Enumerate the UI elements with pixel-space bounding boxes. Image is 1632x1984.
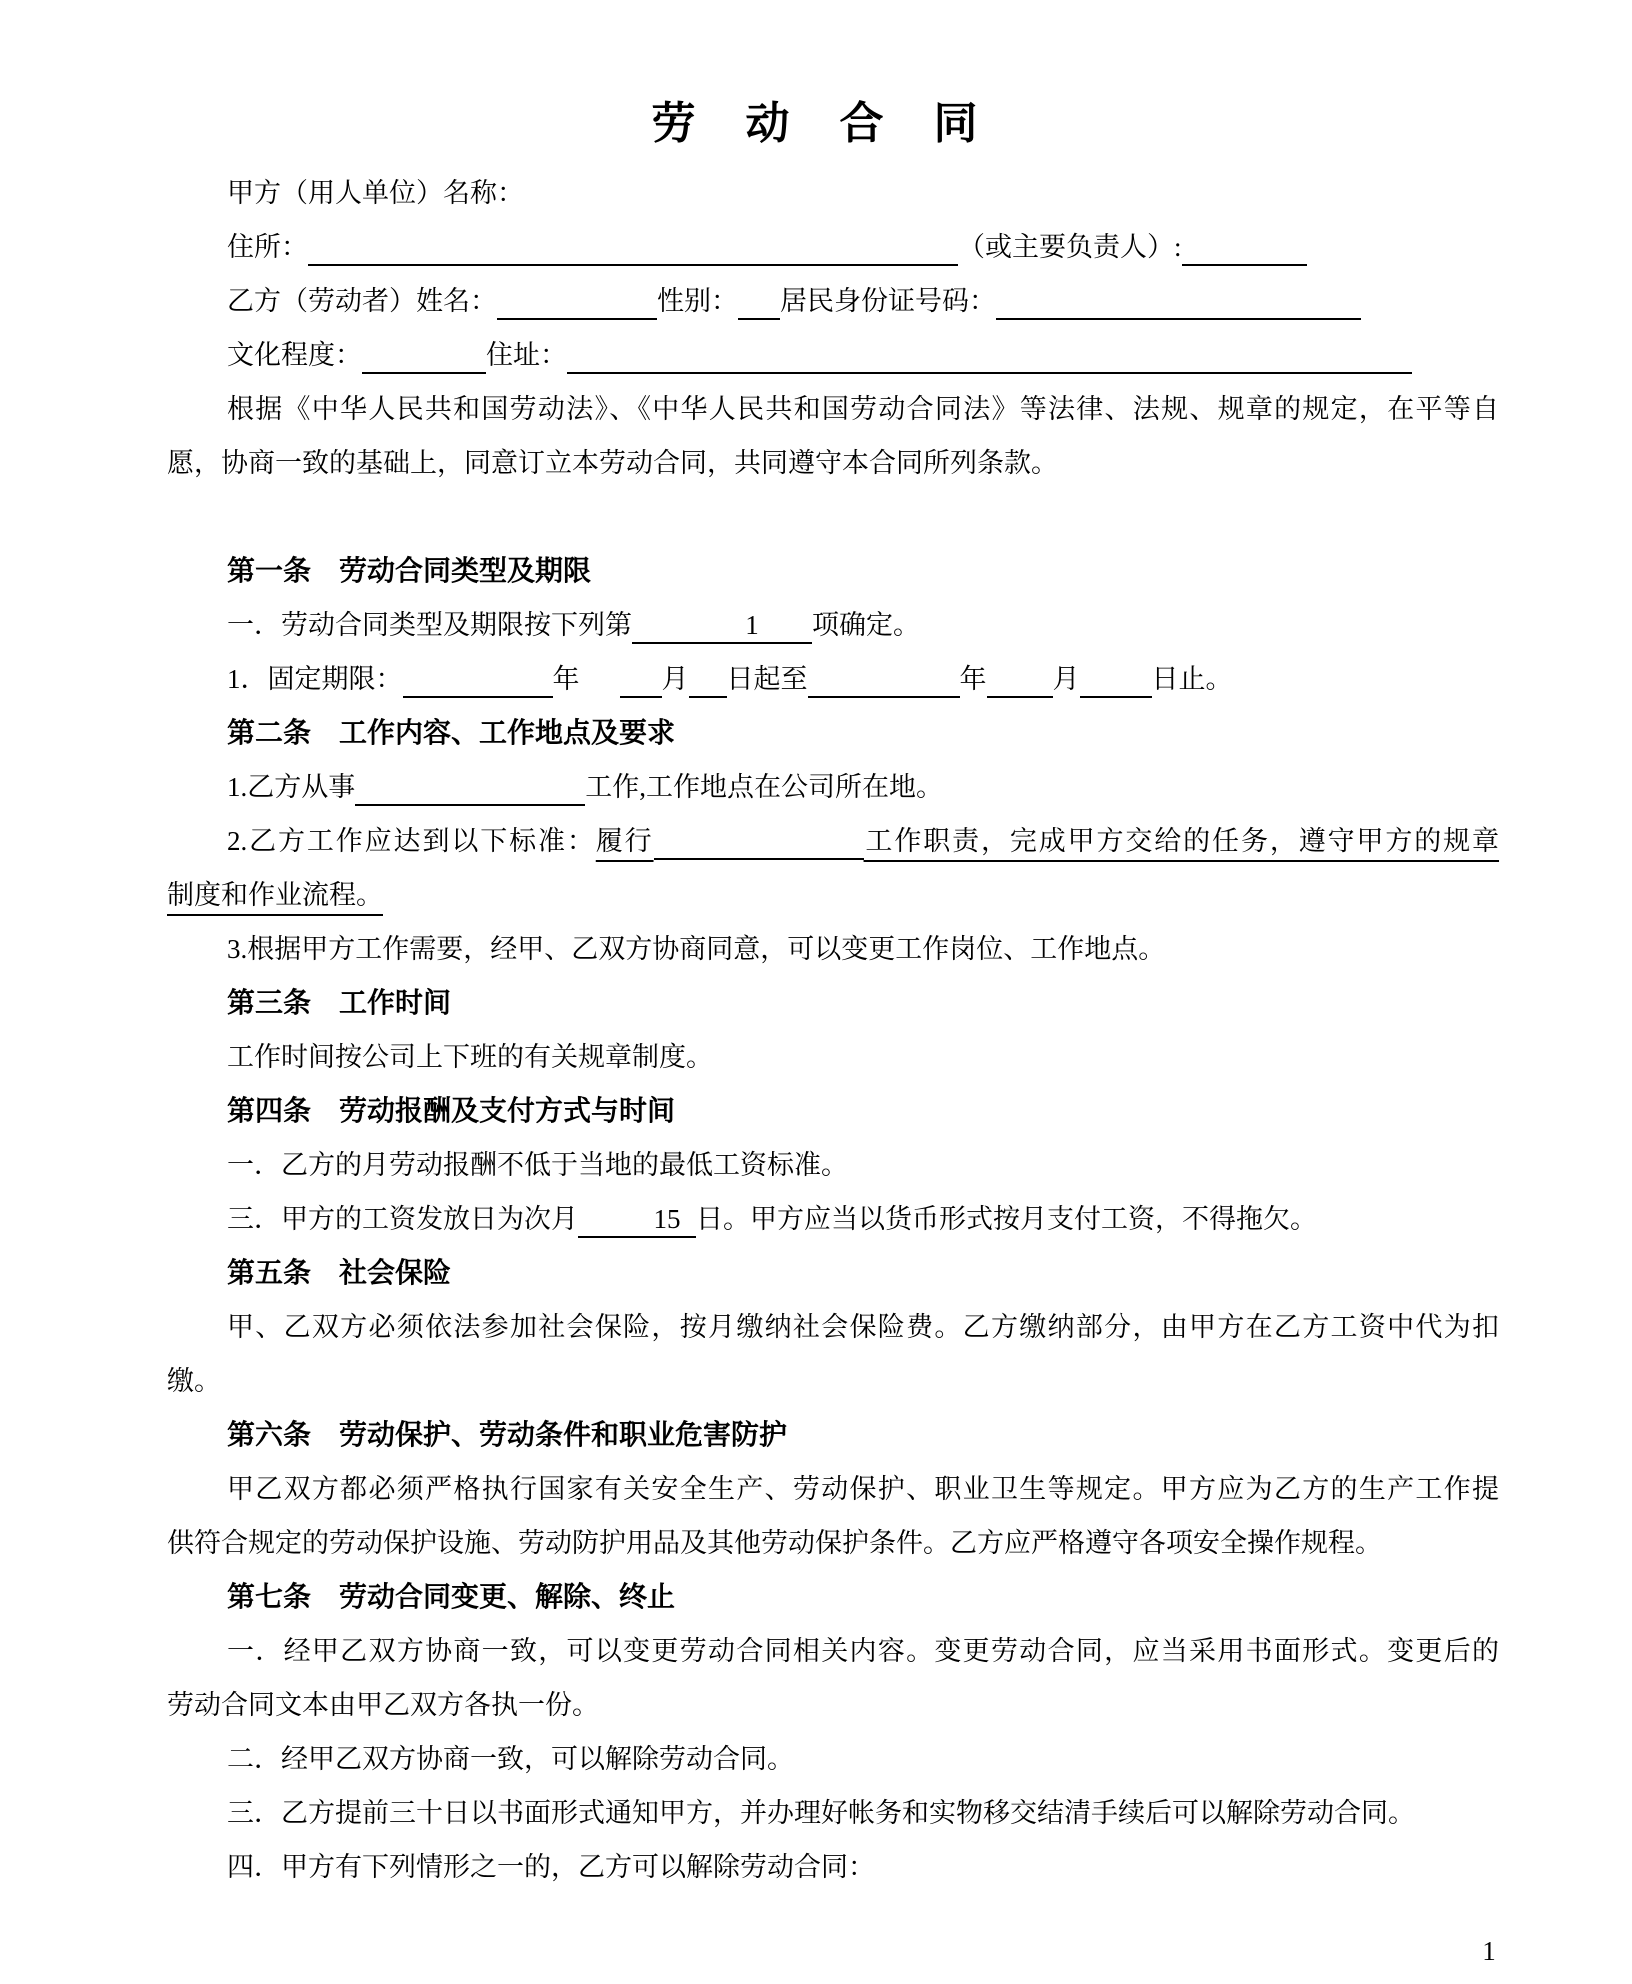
text-run: 甲、乙双方必须依法参加社会保险，按月缴纳社会保险费。乙方缴纳部分，由甲方在乙方工资中代为扣 <box>227 1312 1499 1342</box>
text-run: 供符合规定的劳动保护设施、劳动防护用品及其他劳动保护条件。乙方应严格遵守各项安全操作规程。 <box>167 1528 1382 1558</box>
text-run: 居民身份证号码： <box>780 286 996 316</box>
article-2-heading <box>167 706 1499 760</box>
article-6-body-line-1 <box>167 1462 1499 1516</box>
text-run: 住址： <box>486 340 567 370</box>
text-run: 甲乙双方都必须严格执行国家有关安全生产、劳动保护、职业卫生等规定。甲方应为乙方的生产工作提 <box>227 1474 1499 1504</box>
blank-field <box>654 824 864 860</box>
article-7-item-2 <box>167 1732 1499 1786</box>
text-run: 住所： <box>227 232 308 262</box>
text-run: 年 <box>552 664 580 694</box>
article-4-item-3 <box>167 1192 1499 1246</box>
text-run: 月 <box>1052 664 1080 694</box>
filled-blank-field: 15 <box>578 1202 696 1238</box>
text-run: 一．劳动合同类型及期限按下列第 <box>227 610 632 640</box>
blank-field <box>987 662 1053 698</box>
text-run: 日起至 <box>726 664 808 694</box>
blank-field <box>355 770 585 806</box>
text-run: 1.乙方从事 <box>227 772 356 802</box>
underlined-text-run: 工作职责，完成甲方交给的任务，遵守甲方的规章 <box>863 826 1500 856</box>
text-run: 四．甲方有下列情形之一的，乙方可以解除劳动合同： <box>227 1852 875 1882</box>
text-run: 第七条 劳动合同变更、解除、终止 <box>227 1581 676 1612</box>
blank-field <box>689 662 727 698</box>
text-run: 工作时间按公司上下班的有关规章制度。 <box>227 1042 713 1072</box>
blank-field <box>567 338 1412 374</box>
blank-field <box>403 662 553 698</box>
text-gap <box>580 687 620 688</box>
text-run: 3.根据甲方工作需要，经甲、乙双方协商同意，可以变更工作岗位、工作地点。 <box>227 934 1166 964</box>
article-7-item-1-line-1 <box>167 1624 1499 1678</box>
filled-blank-field: 1 <box>632 608 812 644</box>
article-7-item-3 <box>167 1786 1499 1840</box>
article-1-heading <box>167 544 1499 598</box>
preamble-line-2 <box>167 436 1499 490</box>
blank-field <box>1182 230 1307 266</box>
article-6-heading <box>167 1408 1499 1462</box>
text-run: 缴。 <box>167 1366 221 1396</box>
text-run: 三．甲方的工资发放日为次月 <box>227 1204 578 1234</box>
blank-field <box>620 662 662 698</box>
underlined-text-run: 履行 <box>595 826 654 856</box>
text-run: 甲方（用人单位）名称： <box>227 178 524 208</box>
text-run: 三．乙方提前三十日以书面形式通知甲方，并办理好帐务和实物移交结清手续后可以解除劳动合同。 <box>227 1798 1415 1828</box>
blank-field <box>362 338 486 374</box>
text-run: 第三条 工作时间 <box>227 987 452 1018</box>
text-run: 年 <box>959 664 987 694</box>
text-run: 一．经甲乙双方协商一致，可以变更劳动合同相关内容。变更劳动合同，应当采用书面形式。变更后的 <box>227 1636 1499 1666</box>
text-run: 性别： <box>657 286 738 316</box>
article-5-heading <box>167 1246 1499 1300</box>
party-a-address-line <box>167 220 1499 274</box>
text-run: 乙方（劳动者）姓名： <box>227 286 497 316</box>
blank-field <box>308 230 958 266</box>
text-run: 二．经甲乙双方协商一致，可以解除劳动合同。 <box>227 1744 794 1774</box>
text-run: 第四条 劳动报酬及支付方式与时间 <box>227 1095 676 1126</box>
text-run: 根据《中华人民共和国劳动法》、《中华人民共和国劳动合同法》等法律、法规、规章的规定，在平等自 <box>227 394 1499 424</box>
text-run: 1．固定期限： <box>227 664 403 694</box>
blank-field <box>497 284 657 320</box>
text-run: 第一条 劳动合同类型及期限 <box>227 555 592 586</box>
text-run: 第六条 劳动保护、劳动条件和职业危害防护 <box>227 1419 788 1450</box>
text-run: 日。甲方应当以货币形式按月支付工资，不得拖欠。 <box>696 1204 1317 1234</box>
blank-field <box>996 284 1361 320</box>
article-5-body-line-2 <box>167 1354 1499 1408</box>
party-a-name-line <box>167 166 1499 220</box>
document-body <box>167 166 1499 1894</box>
article-1-item-1 <box>167 598 1499 652</box>
blank-field <box>808 662 960 698</box>
article-2-item-1 <box>167 760 1499 814</box>
text-run: 第五条 社会保险 <box>227 1257 452 1288</box>
article-7-heading <box>167 1570 1499 1624</box>
article-6-body-line-2 <box>167 1516 1499 1570</box>
text-run: 工作,工作地点在公司所在地。 <box>585 772 943 802</box>
article-4-heading <box>167 1084 1499 1138</box>
text-run: 文化程度： <box>227 340 362 370</box>
text-run: 项确定。 <box>812 610 920 640</box>
article-1-item-2 <box>167 652 1499 706</box>
text-run: 一．乙方的月劳动报酬不低于当地的最低工资标准。 <box>227 1150 848 1180</box>
article-3-body <box>167 1030 1499 1084</box>
text-run: 2.乙方工作应达到以下标准： <box>227 826 596 856</box>
article-2-item-2-line-1 <box>167 814 1499 868</box>
underlined-text-run: 制度和作业流程。 <box>167 880 383 910</box>
document-title: 劳 动 合 同 <box>651 99 981 148</box>
article-7-item-4 <box>167 1840 1499 1894</box>
text-run: （或主要负责人）: <box>958 232 1182 262</box>
party-b-info-line <box>167 274 1499 328</box>
article-2-item-3 <box>167 922 1499 976</box>
article-7-item-1-line-2 <box>167 1678 1499 1732</box>
text-run: 劳动合同文本由甲乙双方各执一份。 <box>167 1690 599 1720</box>
text-run: 月 <box>661 664 689 694</box>
blank-field <box>1080 662 1152 698</box>
party-b-education-line <box>167 328 1499 382</box>
blank-spacer <box>167 490 1499 544</box>
article-5-body-line-1 <box>167 1300 1499 1354</box>
preamble-line-1 <box>167 382 1499 436</box>
blank-field <box>738 284 780 320</box>
text-run: 愿，协商一致的基础上，同意订立本劳动合同，共同遵守本合同所列条款。 <box>167 448 1058 478</box>
article-2-item-2-line-2 <box>167 868 1499 922</box>
article-4-item-1 <box>167 1138 1499 1192</box>
text-run: 第二条 工作内容、工作地点及要求 <box>227 717 676 748</box>
text-run: 日止。 <box>1151 664 1233 694</box>
article-3-heading <box>167 976 1499 1030</box>
page-number: 1 <box>1482 1936 1496 1966</box>
